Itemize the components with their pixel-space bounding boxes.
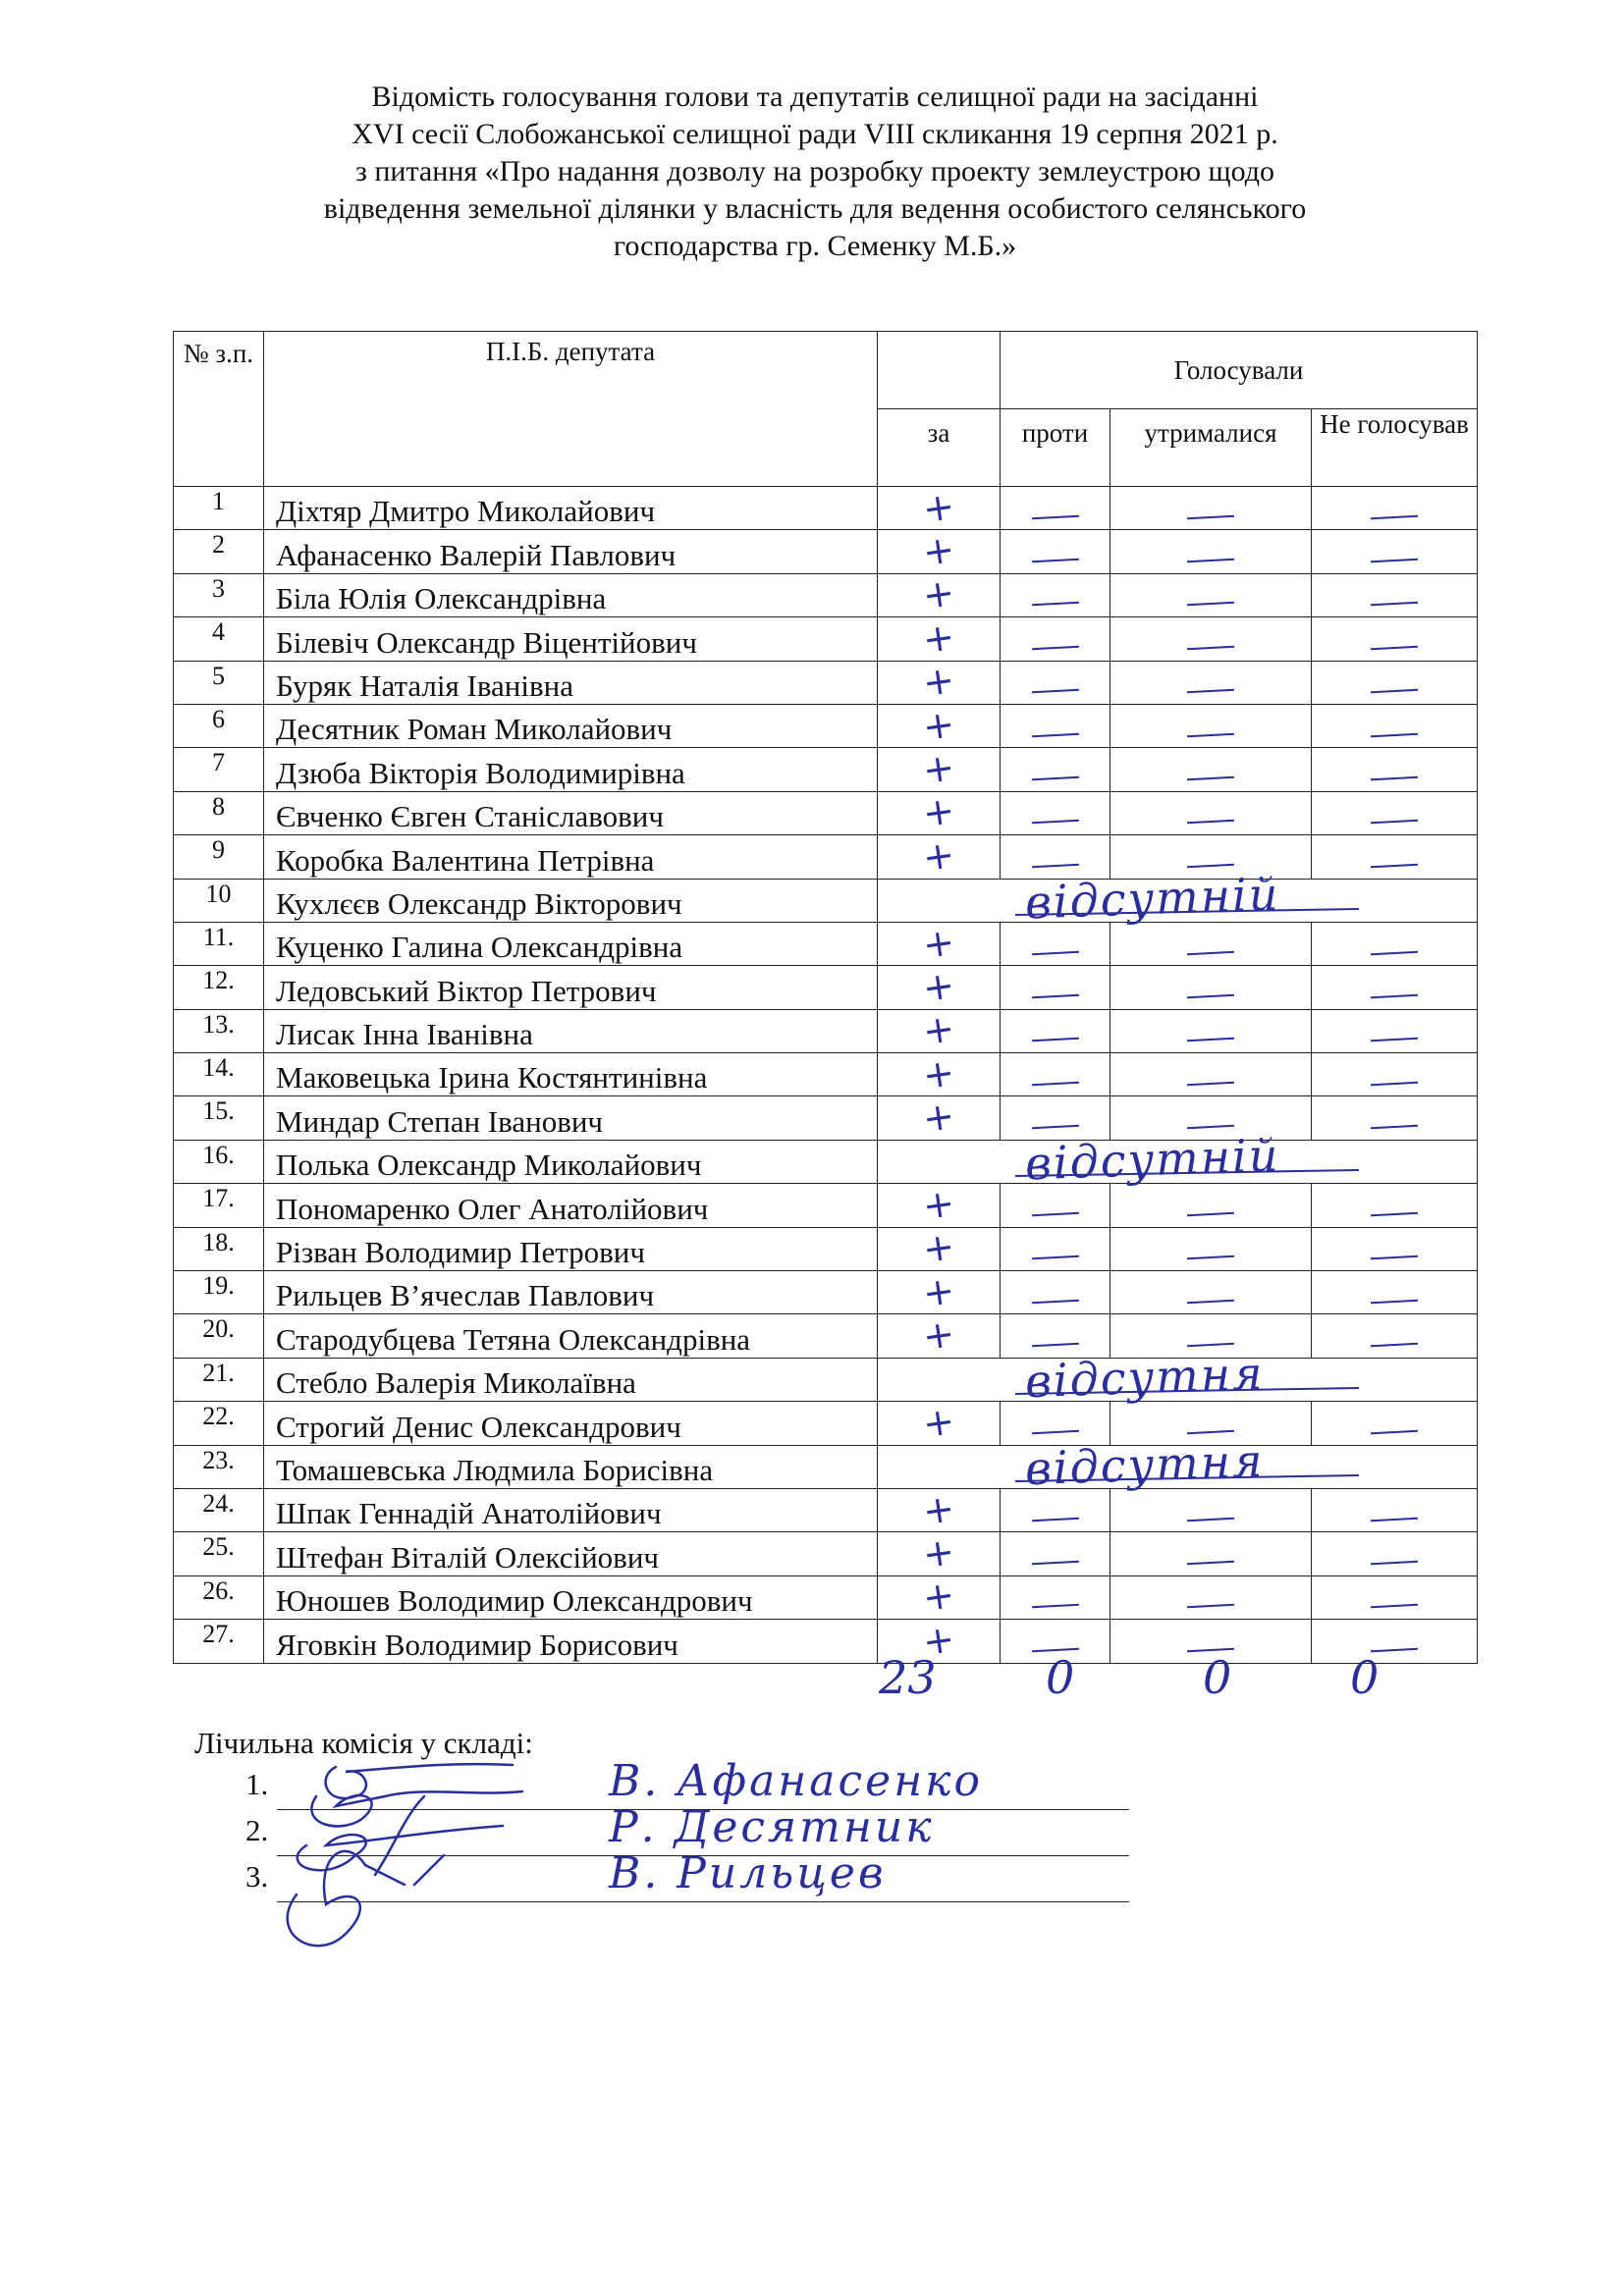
handwritten-dash-mark xyxy=(1031,820,1078,825)
handwritten-dash-mark xyxy=(1031,1255,1078,1260)
handwritten-dash-mark xyxy=(1371,646,1418,651)
vote-not-voted-cell xyxy=(1312,487,1478,530)
vote-not-voted-cell xyxy=(1312,748,1478,791)
deputy-name: Лисак Інна Іванівна xyxy=(264,1009,878,1052)
handwritten-dash-mark xyxy=(1371,1517,1418,1522)
handwritten-plus-mark: + xyxy=(920,701,957,749)
vote-abstained-cell xyxy=(1110,1532,1312,1575)
vote-abstained-cell xyxy=(1110,1184,1312,1227)
absent-cell xyxy=(878,867,1478,930)
vote-against-cell xyxy=(1001,791,1110,834)
handwritten-dash-mark xyxy=(1371,994,1418,999)
deputy-name: Буряк Наталія Іванівна xyxy=(264,661,878,704)
table-row xyxy=(174,704,1478,747)
row-number: 15. xyxy=(174,1096,264,1140)
handwritten-plus-mark: + xyxy=(920,658,957,706)
table-row xyxy=(174,791,1478,834)
handwritten-dash-mark xyxy=(1031,1561,1078,1566)
handwritten-dash-mark xyxy=(1371,776,1418,781)
vote-not-voted-cell xyxy=(1312,573,1478,616)
deputy-name: Строгий Денис Олександрович xyxy=(264,1402,878,1445)
vote-not-voted-cell xyxy=(1312,966,1478,1009)
vote-not-voted-cell xyxy=(1312,704,1478,747)
vote-not-voted-cell xyxy=(1312,1184,1478,1227)
handwritten-dash-mark xyxy=(1187,994,1234,999)
table-row xyxy=(174,1575,1478,1619)
vote-against-cell xyxy=(1001,1227,1110,1270)
row-number: 12. xyxy=(174,966,264,1009)
document-title xyxy=(177,79,1453,265)
row-number: 10 xyxy=(174,879,264,922)
total-for: 23 xyxy=(879,1651,937,1704)
deputy-name: Дзюба Вікторія Володимирівна xyxy=(264,748,878,791)
handwritten-plus-mark: + xyxy=(920,483,957,531)
vote-against-cell xyxy=(1001,1402,1110,1445)
member-index: 1. xyxy=(245,1767,269,1801)
row-number: 4 xyxy=(174,617,264,661)
title-line-5: господарства гр. Семенку М.Б.» xyxy=(613,230,1017,262)
handwritten-dash-mark xyxy=(1187,1604,1234,1609)
vote-against-cell xyxy=(1001,617,1110,661)
handwritten-dash-mark xyxy=(1187,776,1234,781)
deputy-name: Полька Олександр Миколайович xyxy=(264,1140,878,1183)
handwritten-plus-mark: + xyxy=(920,962,957,1010)
vote-abstained-cell xyxy=(1110,1488,1312,1531)
vote-for-cell xyxy=(878,658,1001,706)
table-row xyxy=(174,1227,1478,1270)
vote-for-cell xyxy=(878,1529,1001,1577)
handwritten-absent-note: відсутній xyxy=(1024,867,1281,930)
handwritten-plus-mark: + xyxy=(920,1573,957,1621)
row-number: 3 xyxy=(174,573,264,616)
vote-against-cell xyxy=(1001,530,1110,573)
header-voted: Голосували xyxy=(1001,332,1478,409)
handwritten-dash-mark xyxy=(1187,1255,1234,1260)
row-number: 23. xyxy=(174,1445,264,1488)
handwritten-absent-note: відсутня xyxy=(1024,1433,1266,1495)
handwritten-plus-mark: + xyxy=(920,1529,957,1577)
deputy-name: Стародубцева Тетяна Олександрівна xyxy=(264,1314,878,1358)
vote-for-cell xyxy=(878,962,1001,1010)
row-number: 7 xyxy=(174,748,264,791)
deputy-name: Різван Володимир Петрович xyxy=(264,1227,878,1270)
handwritten-dash-mark xyxy=(1031,950,1078,955)
table-row xyxy=(174,530,1478,573)
vote-abstained-cell xyxy=(1110,1053,1312,1096)
total-abstained: 0 xyxy=(1203,1651,1232,1704)
vote-not-voted-cell xyxy=(1312,1314,1478,1358)
deputy-name: Ледовський Віктор Петрович xyxy=(264,966,878,1009)
row-number: 2 xyxy=(174,530,264,573)
handwritten-dash-mark xyxy=(1371,1125,1418,1130)
vote-for-cell xyxy=(878,1049,1001,1097)
vote-not-voted-cell xyxy=(1312,617,1478,661)
vote-not-voted-cell xyxy=(1312,835,1478,879)
row-number: 13. xyxy=(174,1009,264,1052)
handwritten-dash-mark xyxy=(1187,1082,1234,1087)
header-abstained: утрималися xyxy=(1110,409,1312,487)
handwritten-dash-mark xyxy=(1031,514,1078,519)
handwritten-dash-mark xyxy=(1187,1517,1234,1522)
deputy-name: Миндар Степан Іванович xyxy=(264,1096,878,1140)
header-against: проти xyxy=(1001,409,1110,487)
deputy-name: Десятник Роман Миколайович xyxy=(264,704,878,747)
totals-row xyxy=(0,1651,1624,1710)
vote-not-voted-cell xyxy=(1312,1532,1478,1575)
vote-against-cell xyxy=(1001,1314,1110,1358)
row-number: 19. xyxy=(174,1271,264,1314)
handwritten-absent-note: відсутня xyxy=(1024,1346,1266,1409)
vote-for-cell xyxy=(878,745,1001,793)
handwritten-dash-mark xyxy=(1371,732,1418,737)
table-row xyxy=(174,1053,1478,1096)
header-not-voted: Не голосував xyxy=(1312,409,1478,487)
vote-against-cell xyxy=(1001,661,1110,704)
deputy-name: Штефан Віталій Олексійович xyxy=(264,1532,878,1575)
row-number: 25. xyxy=(174,1532,264,1575)
vote-against-cell xyxy=(1001,748,1110,791)
handwritten-dash-mark xyxy=(1371,514,1418,519)
row-number: 17. xyxy=(174,1184,264,1227)
table-row xyxy=(174,617,1478,661)
header-number: № з.п. xyxy=(174,332,264,487)
vote-abstained-cell xyxy=(1110,1271,1312,1314)
total-against: 0 xyxy=(1046,1651,1075,1704)
handwritten-dash-mark xyxy=(1031,1212,1078,1217)
handwritten-dash-mark xyxy=(1371,1038,1418,1042)
handwritten-plus-mark: + xyxy=(920,1311,957,1360)
handwritten-dash-mark xyxy=(1371,689,1418,694)
deputy-name: Юношев Володимир Олександрович xyxy=(264,1575,878,1619)
handwritten-dash-mark xyxy=(1187,1212,1234,1217)
handwritten-dash-mark xyxy=(1031,1125,1078,1130)
vote-for-cell xyxy=(878,1180,1001,1228)
vote-abstained-cell xyxy=(1110,966,1312,1009)
handwritten-dash-mark xyxy=(1371,1212,1418,1217)
title-line-4: відведення земельної ділянки у власність для ведення особистого селянського xyxy=(323,192,1307,225)
row-number: 1 xyxy=(174,487,264,530)
handwritten-dash-mark xyxy=(1187,1561,1234,1566)
handwritten-dash-mark xyxy=(1187,1038,1234,1042)
row-number: 6 xyxy=(174,704,264,747)
member-name: В. Афанасенко xyxy=(609,1756,983,1806)
handwritten-plus-mark: + xyxy=(920,788,957,836)
handwritten-dash-mark xyxy=(1031,602,1078,607)
table-row xyxy=(174,1184,1478,1227)
deputy-name: Біла Юлія Олександрівна xyxy=(264,573,878,616)
signature-stroke xyxy=(311,1791,522,1826)
handwritten-dash-mark xyxy=(1187,1125,1234,1130)
header-empty xyxy=(878,332,1001,409)
deputy-name: Євченко Євген Станіславович xyxy=(264,791,878,834)
table-row xyxy=(174,487,1478,530)
row-number: 16. xyxy=(174,1140,264,1183)
table-row xyxy=(174,966,1478,1009)
handwritten-plus-mark: + xyxy=(920,919,957,967)
handwritten-dash-mark xyxy=(1031,1517,1078,1522)
handwritten-plus-mark: + xyxy=(920,831,957,880)
vote-abstained-cell xyxy=(1110,661,1312,704)
handwritten-dash-mark xyxy=(1031,646,1078,651)
vote-not-voted-cell xyxy=(1312,1009,1478,1052)
absent-cell xyxy=(878,1433,1478,1495)
table-row xyxy=(174,1532,1478,1575)
row-number: 22. xyxy=(174,1402,264,1445)
handwritten-dash-mark xyxy=(1031,689,1078,694)
table-row xyxy=(174,748,1478,791)
vote-against-cell xyxy=(1001,573,1110,616)
vote-for-cell xyxy=(878,701,1001,749)
row-number: 27. xyxy=(174,1620,264,1663)
handwritten-dash-mark xyxy=(1187,820,1234,825)
vote-for-cell xyxy=(878,1096,1001,1140)
vote-not-voted-cell xyxy=(1312,661,1478,704)
vote-for-cell xyxy=(878,527,1001,575)
table-body xyxy=(174,483,1478,1664)
table-row xyxy=(174,1488,1478,1531)
handwritten-dash-mark xyxy=(1371,950,1418,955)
deputy-name: Томашевська Людмила Борисівна xyxy=(264,1445,878,1488)
table-row xyxy=(174,1009,1478,1052)
handwritten-dash-mark xyxy=(1031,732,1078,737)
header-for: за xyxy=(878,409,1001,487)
vote-for-cell xyxy=(878,788,1001,836)
vote-not-voted-cell xyxy=(1312,1271,1478,1314)
member-index: 3. xyxy=(245,1859,269,1894)
vote-against-cell xyxy=(1001,1271,1110,1314)
handwritten-dash-mark xyxy=(1371,820,1418,825)
vote-abstained-cell xyxy=(1110,573,1312,616)
table-row xyxy=(174,1314,1478,1358)
handwritten-plus-mark: + xyxy=(920,1616,957,1664)
total-not-voted: 0 xyxy=(1350,1651,1380,1704)
handwritten-dash-mark xyxy=(1031,1604,1078,1609)
vote-for-cell xyxy=(878,1398,1001,1446)
handwritten-dash-mark xyxy=(1031,1082,1078,1087)
table-row xyxy=(174,1140,1478,1183)
vote-for-cell xyxy=(878,1006,1001,1054)
deputy-name: Афанасенко Валерій Павлович xyxy=(264,530,878,573)
vote-against-cell xyxy=(1001,1184,1110,1227)
handwritten-dash-mark xyxy=(1371,1561,1418,1566)
deputy-name: Куценко Галина Олександрівна xyxy=(264,922,878,965)
signature-stroke xyxy=(375,1796,444,1885)
handwritten-plus-mark: + xyxy=(920,570,957,618)
handwritten-dash-mark xyxy=(1187,1343,1234,1348)
handwritten-dash-mark xyxy=(1187,950,1234,955)
deputy-name: Діхтяр Дмитро Миколайович xyxy=(264,487,878,530)
vote-abstained-cell xyxy=(1110,748,1312,791)
member-name: В. Рильцев xyxy=(609,1848,887,1898)
vote-abstained-cell xyxy=(1110,922,1312,965)
handwritten-plus-mark: + xyxy=(920,1398,957,1446)
handwritten-dash-mark xyxy=(1371,1082,1418,1087)
handwritten-dash-mark xyxy=(1031,1038,1078,1042)
table-row xyxy=(174,922,1478,965)
deputy-name: Білевіч Олександр Віцентійович xyxy=(264,617,878,661)
title-line-3: з питання «Про надання дозволу на розробку проекту землеустрою щодо xyxy=(355,155,1274,187)
vote-for-cell xyxy=(878,831,1001,880)
handwritten-dash-mark xyxy=(1371,1604,1418,1609)
handwritten-dash-mark xyxy=(1031,864,1078,869)
row-number: 9 xyxy=(174,835,264,879)
vote-against-cell xyxy=(1001,1096,1110,1140)
handwritten-dash-mark xyxy=(1031,776,1078,781)
commission-label: Лічильна комісія у складі: xyxy=(194,1726,533,1760)
handwritten-dash-mark xyxy=(1187,732,1234,737)
vote-abstained-cell xyxy=(1110,617,1312,661)
row-number: 26. xyxy=(174,1575,264,1619)
voting-table xyxy=(173,331,1478,1664)
handwritten-dash-mark xyxy=(1371,1430,1418,1435)
handwritten-dash-mark xyxy=(1187,646,1234,651)
title-line-1: Відомість голосування голови та депутатів селищної ради на засіданні xyxy=(371,80,1259,113)
row-number: 5 xyxy=(174,661,264,704)
vote-not-voted-cell xyxy=(1312,1227,1478,1270)
row-number: 21. xyxy=(174,1358,264,1401)
row-number: 24. xyxy=(174,1488,264,1531)
handwritten-dash-mark xyxy=(1187,689,1234,694)
handwritten-absent-note: відсутній xyxy=(1024,1128,1281,1191)
vote-against-cell xyxy=(1001,704,1110,747)
vote-for-cell xyxy=(878,483,1001,531)
handwritten-dash-mark xyxy=(1187,514,1234,519)
vote-not-voted-cell xyxy=(1312,1575,1478,1619)
handwritten-signatures xyxy=(257,1737,571,1983)
deputy-name: Яговкін Володимир Борисович xyxy=(264,1620,878,1663)
vote-abstained-cell xyxy=(1110,1227,1312,1270)
handwritten-dash-mark xyxy=(1371,1343,1418,1348)
handwritten-dash-mark xyxy=(1371,1255,1418,1260)
vote-for-cell xyxy=(878,1267,1001,1315)
vote-abstained-cell xyxy=(1110,704,1312,747)
handwritten-dash-mark xyxy=(1371,864,1418,869)
vote-for-cell xyxy=(878,1311,1001,1360)
handwritten-plus-mark: + xyxy=(920,1094,957,1142)
deputy-name: Шпак Геннадій Анатолійович xyxy=(264,1488,878,1531)
vote-against-cell xyxy=(1001,922,1110,965)
handwritten-plus-mark: + xyxy=(920,614,957,662)
vote-abstained-cell xyxy=(1110,1009,1312,1052)
handwritten-plus-mark: + xyxy=(920,1485,957,1533)
vote-for-cell xyxy=(878,919,1001,967)
handwritten-dash-mark xyxy=(1371,559,1418,563)
vote-for-cell xyxy=(878,570,1001,618)
member-index: 2. xyxy=(245,1813,269,1847)
vote-against-cell xyxy=(1001,1053,1110,1096)
table-row xyxy=(174,573,1478,616)
handwritten-dash-mark xyxy=(1187,559,1234,563)
header-name: П.І.Б. депутата xyxy=(264,332,878,487)
vote-against-cell xyxy=(1001,487,1110,530)
vote-not-voted-cell xyxy=(1312,791,1478,834)
deputy-name: Маковецька Ірина Костянтинівна xyxy=(264,1053,878,1096)
table-row xyxy=(174,879,1478,922)
table-row xyxy=(174,1271,1478,1314)
vote-for-cell xyxy=(878,1575,1001,1619)
handwritten-plus-mark: + xyxy=(920,1267,957,1315)
absent-cell xyxy=(878,1346,1478,1409)
vote-against-cell xyxy=(1001,1009,1110,1052)
table-row xyxy=(174,835,1478,879)
signature-stroke xyxy=(288,1851,405,1946)
handwritten-plus-mark: + xyxy=(920,1180,957,1228)
deputy-name: Стебло Валерія Миколаївна xyxy=(264,1358,878,1401)
handwritten-dash-mark xyxy=(1371,602,1418,607)
row-number: 20. xyxy=(174,1314,264,1358)
member-name: Р. Десятник xyxy=(609,1802,935,1852)
vote-not-voted-cell xyxy=(1312,1402,1478,1445)
handwritten-plus-mark: + xyxy=(920,1224,957,1272)
handwritten-plus-mark: + xyxy=(920,1006,957,1054)
handwritten-dash-mark xyxy=(1031,1430,1078,1435)
vote-against-cell xyxy=(1001,966,1110,1009)
vote-against-cell xyxy=(1001,1575,1110,1619)
handwritten-dash-mark xyxy=(1031,1299,1078,1304)
vote-abstained-cell xyxy=(1110,1575,1312,1619)
vote-against-cell xyxy=(1001,1532,1110,1575)
vote-not-voted-cell xyxy=(1312,530,1478,573)
vote-not-voted-cell xyxy=(1312,1053,1478,1096)
handwritten-dash-mark xyxy=(1031,1343,1078,1348)
vote-for-cell xyxy=(878,614,1001,662)
table-row xyxy=(174,1096,1478,1140)
table-row xyxy=(174,1402,1478,1445)
deputy-name: Коробка Валентина Петрівна xyxy=(264,835,878,879)
deputy-name: Пономаренко Олег Анатолійович xyxy=(264,1184,878,1227)
handwritten-dash-mark xyxy=(1187,1430,1234,1435)
handwritten-plus-mark: + xyxy=(920,1049,957,1097)
handwritten-dash-mark xyxy=(1031,559,1078,563)
absent-cell xyxy=(878,1128,1478,1191)
handwritten-dash-mark xyxy=(1187,1299,1234,1304)
vote-for-cell xyxy=(878,1224,1001,1272)
vote-against-cell xyxy=(1001,1488,1110,1531)
row-number: 14. xyxy=(174,1053,264,1096)
vote-abstained-cell xyxy=(1110,487,1312,530)
vote-for-cell xyxy=(878,1485,1001,1533)
vote-abstained-cell xyxy=(1110,791,1312,834)
table-row xyxy=(174,661,1478,704)
vote-not-voted-cell xyxy=(1312,1096,1478,1140)
handwritten-dash-mark xyxy=(1031,994,1078,999)
deputy-name: Кухлєєв Олександр Вікторович xyxy=(264,879,878,922)
table-row xyxy=(174,1445,1478,1488)
handwritten-plus-mark: + xyxy=(920,527,957,575)
handwritten-dash-mark xyxy=(1187,602,1234,607)
handwritten-dash-mark xyxy=(1371,1299,1418,1304)
vote-not-voted-cell xyxy=(1312,1488,1478,1531)
table-row xyxy=(174,1358,1478,1401)
vote-against-cell xyxy=(1001,835,1110,879)
vote-abstained-cell xyxy=(1110,530,1312,573)
title-line-2: XVІ сесії Слобожанської селищної ради VIII скликання 19 серпня 2021 р. xyxy=(352,118,1278,150)
row-number: 8 xyxy=(174,791,264,834)
deputy-name: Рильцев В’ячеслав Павлович xyxy=(264,1271,878,1314)
handwritten-plus-mark: + xyxy=(920,745,957,793)
handwritten-dash-mark xyxy=(1187,864,1234,869)
row-number: 18. xyxy=(174,1227,264,1270)
row-number: 11. xyxy=(174,922,264,965)
vote-not-voted-cell xyxy=(1312,922,1478,965)
